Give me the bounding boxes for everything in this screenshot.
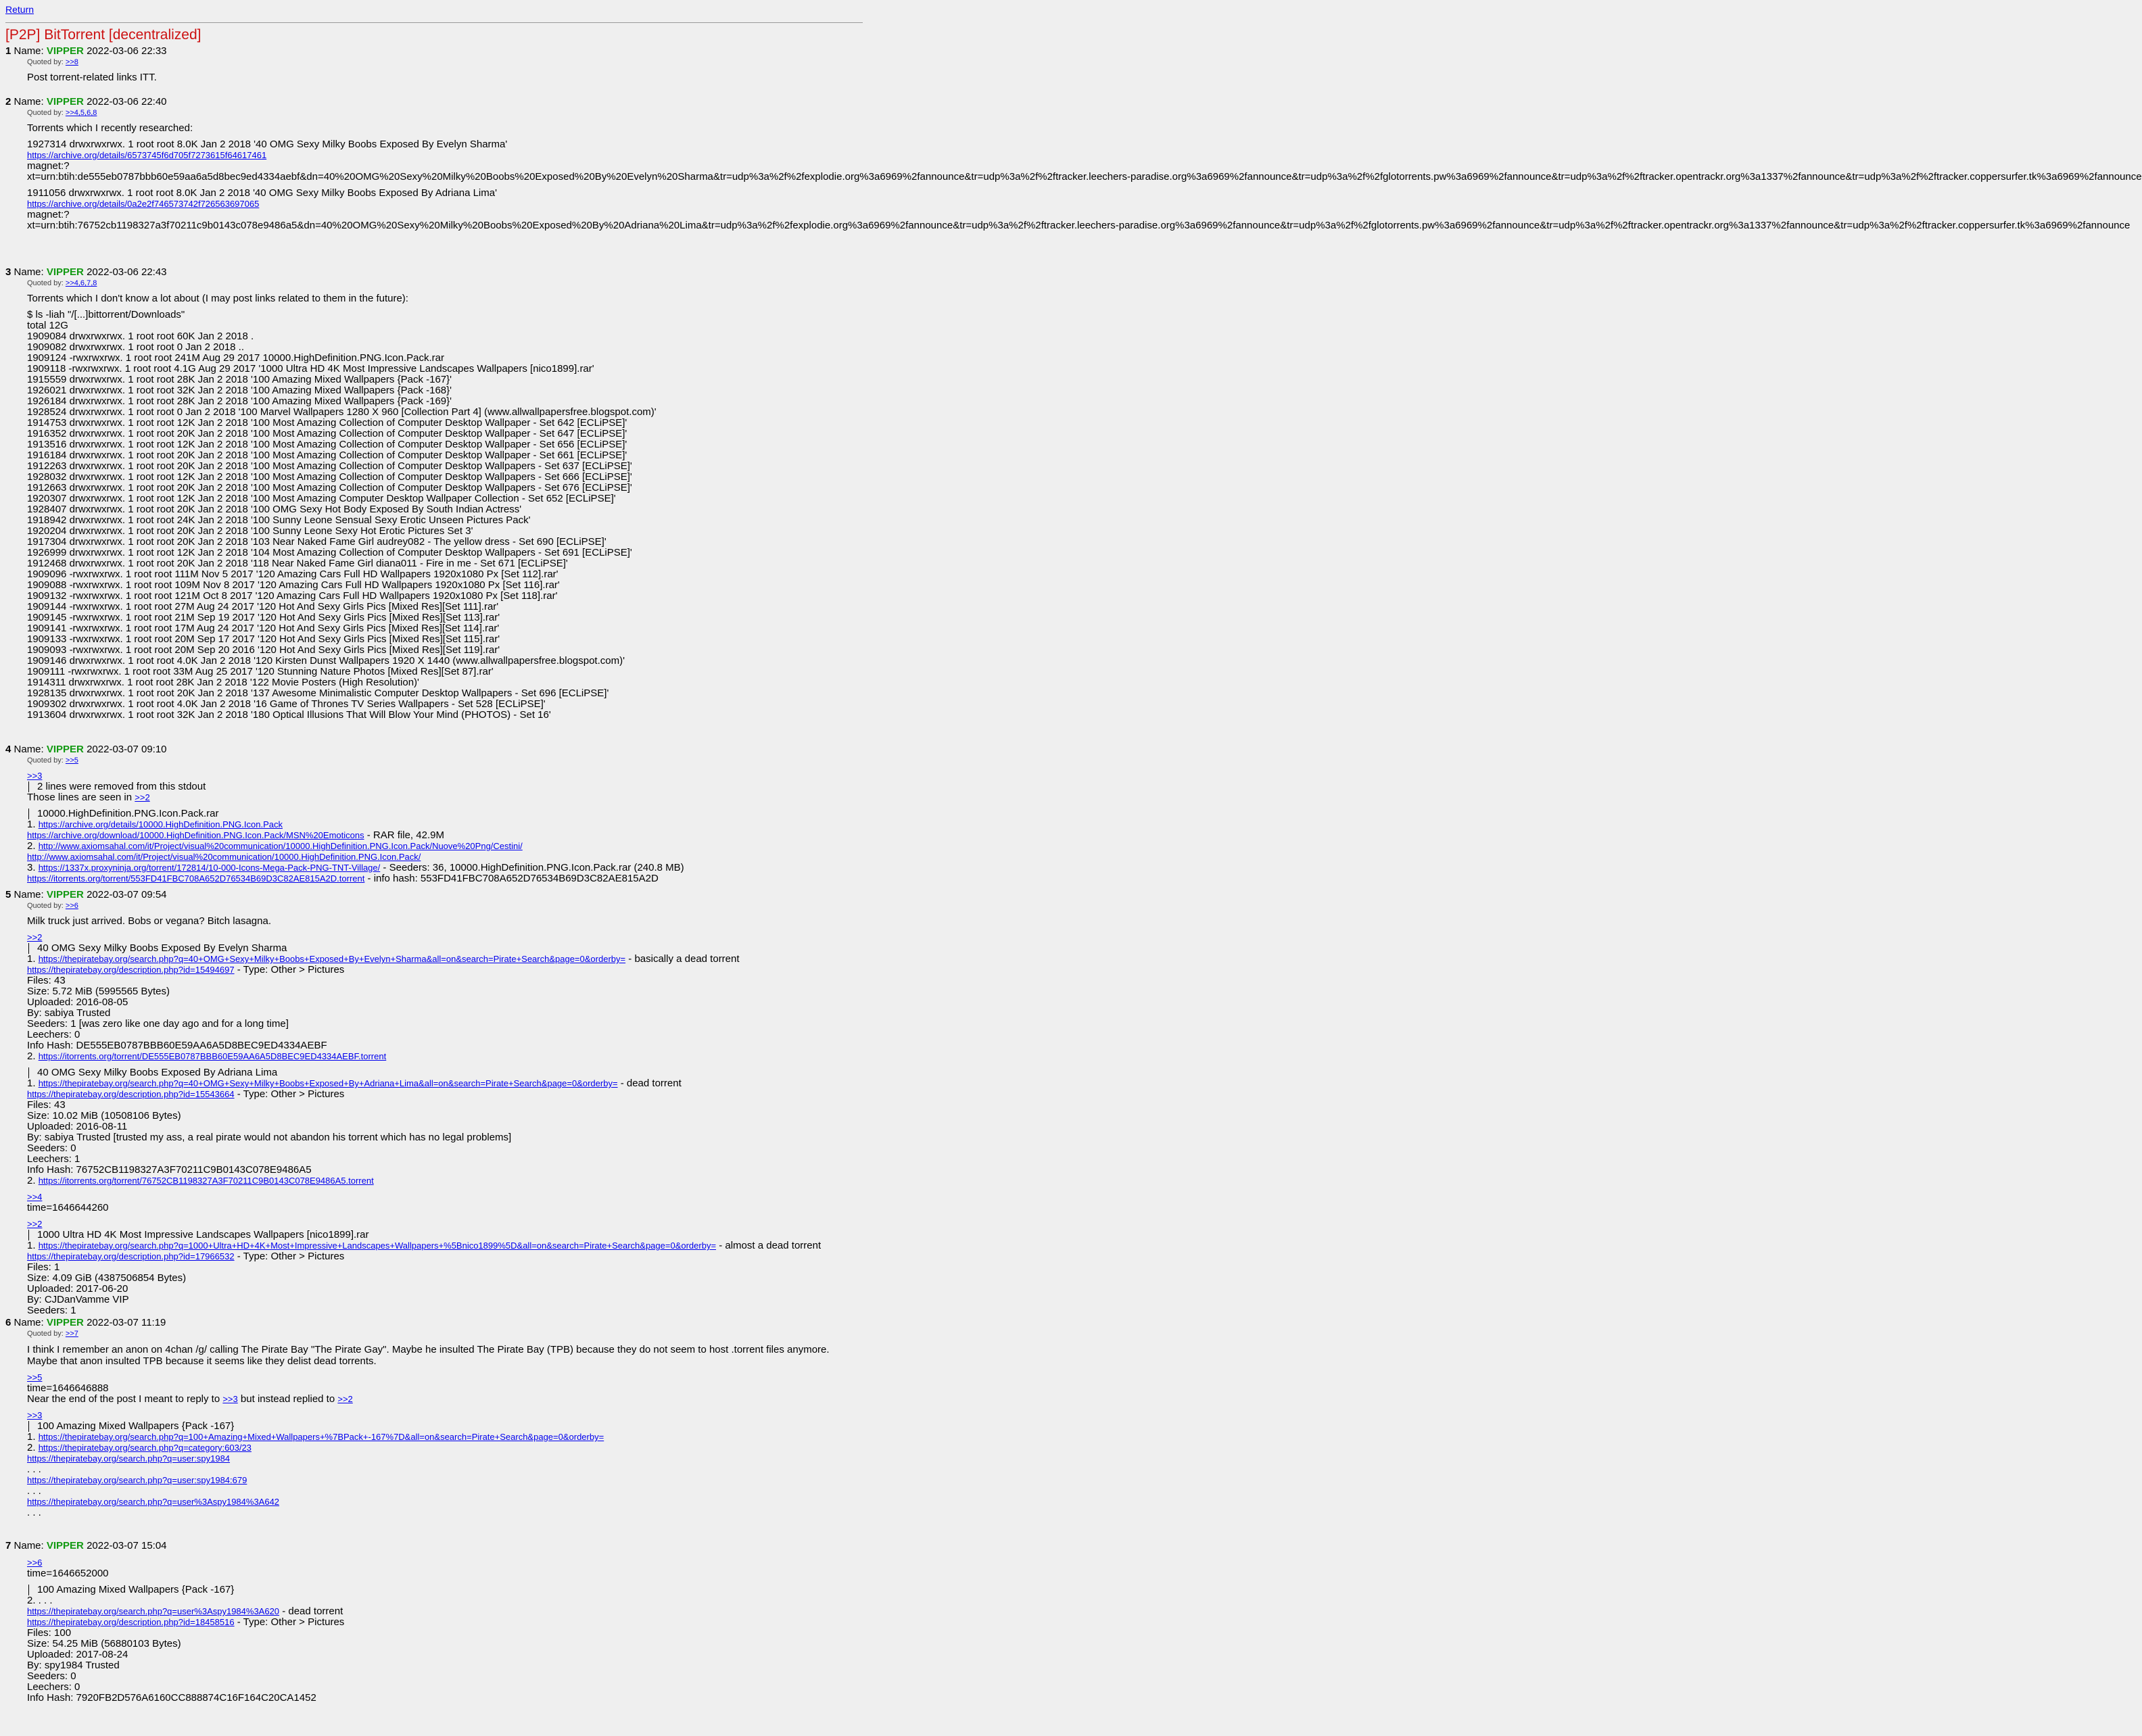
post-number: 1 xyxy=(5,45,11,57)
quoted-by-label: Quoted by: xyxy=(27,58,64,66)
archive-link[interactable]: https://archive.org/details/0a2e2f746573742f726563697065 xyxy=(27,199,260,209)
reply-link[interactable]: >>3 xyxy=(222,1394,238,1404)
description-link[interactable]: https://thepiratebay.org/description.php?id=18458516 xyxy=(27,1617,235,1627)
quoted-by-label: Quoted by: xyxy=(27,756,64,765)
user-link[interactable]: https://thepiratebay.org/search.php?q=user%3Aspy1984%3A642 xyxy=(27,1497,280,1507)
item-title: 10000.HighDefinition.PNG.Icon.Pack.rar xyxy=(28,809,863,819)
user-link[interactable]: https://thepiratebay.org/search.php?q=user:spy1984:679 xyxy=(27,1475,247,1485)
torrent-file-link[interactable]: https://itorrents.org/torrent/DE555EB0787BBB60E59AA6A5D8BEC9ED4334AEBF.torrent xyxy=(38,1051,387,1061)
poster-name: VIPPER xyxy=(46,889,84,900)
quoted-by xyxy=(27,57,863,67)
reply-link[interactable]: >>4 xyxy=(27,1192,43,1202)
post-number: 3 xyxy=(5,266,11,278)
post-number: 5 xyxy=(5,889,11,900)
post-6: 6 Name: VIPPER 2022-03-07 11:19 Quoted by: >>7 I think I remember an anon on 4chan /g/ calling The Pirate Bay "The Pirate Gay". Maybe he insulted The Pirate Bay (TPB) because they do not seem to host .torrent files anymore. Maybe that anon insulted TPB because it seems like they delist dead torrents. >>5 time=1646646888 Near the end of the post I meant to reply to >>3 but instead replied to >>2 >>3 100 Amazing Mixed Wallpapers {Pack -167} 1. https://thepiratebay.org/search.php?q=100+Amazing+Mixed+Wallpapers+%7BPack+-167%7D&all=on&search=Pirate+Search&page=0&orderby= 2. https://thepiratebay.org/search.php?q=category:603/23 https://thepiratebay.org/search.php?q=user:spy1984 . . . https://thepiratebay.org/search.php?q=user:spy1984:679 . . . https://thepiratebay.org/search.php?q=user%3Aspy1984%3A642 . . . xyxy=(5,1316,863,1539)
directory-listing: $ ls -liah "/[...]bittorrent/Downloads" total 12G 1909084 drwxrwxrwx. 1 root root 60K Jan 2 2018 . 1909082 drwxrwxrwx. 1 root root 0 Jan 2 2018 .. 1909124 -rwxrwxrwx. 1 root root 241M Aug 29 2017 10000.HighDefinition.PNG.Icon.Pack.rar 1909118 -rwxrwxrwx. 1 root root 4.1G Aug 29 2017 '1000 Ultra HD 4K Most Impressive Landscapes Wallpapers [nico1899].rar' 1915559 drwxrwxrwx. 1 root root 28K Jan 2 2018 '100 Amazing Mixed Wallpapers {Pack -167}' 1926021 drwxrwxrwx. 1 root root 32K Jan 2 2018 '100 Amazing Mixed Wallpapers {Pack -168}' 1926184 drwxrwxrwx. 1 root root 28K Jan 2 2018 '100 Amazing Mixed Wallpapers {Pack -169}' 1928524 drwxrwxrwx. 1 root root 0 Jan 2 2018 '100 Marvel Wallpapers 1280 X 960 [Collection Part 4] (www.allwallpapersfree.blogspot.com)' 1914753 drwxrwxrwx. 1 root root 12K Jan 2 2018 '100 Most Amazing Collection of Computer Desktop Wallpaper - Set 642 [ECLiPSE]' 1916352 drwxrwxrwx. 1 root root 20K Jan 2 2018 '100 Most Amazing Collection of Computer Desktop Wallpaper - Set 647 [ECLiPSE]' 1913516 drwxrwxrwx. 1 root root 12K Jan 2 2018 '100 Most Amazing Collection of Computer Desktop Wallpaper - Set 656 [ECLiPSE]' 1916184 drwxrwxrwx. 1 root root 20K Jan 2 2018 '100 Most Amazing Collection of Computer Desktop Wallpaper - Set 661 [ECLiPSE]' 1912263 drwxrwxrwx. 1 root root 20K Jan 2 2018 '100 Most Amazing Collection of Computer Desktop Wallpapers - Set 637 [ECLiPSE]' 1928032 drwxrwxrwx. 1 root root 12K Jan 2 2018 '100 Most Amazing Collection of Computer Desktop Wallpapers - Set 666 [ECLiPSE]' 1912663 drwxrwxrwx. 1 root root 20K Jan 2 2018 '100 Most Amazing Collection of Computer Desktop Wallpapers - Set 676 [ECLiPSE]' 1920307 drwxrwxrwx. 1 root root 12K Jan 2 2018 '100 Most Amazing Computer Desktop Wallpaper Collection - Set 652 [ECLiPSE]' 1928407 drwxrwxrwx. 1 root root 20K Jan 2 2018 '100 OMG Sexy Hot Body Exposed By South Indian Actress' 1918942 drwxrwxrwx. 1 root root 24K Jan 2 2018 '100 Sunny Leone Sensual Sexy Erotic Unseen Pictures Pack' 1920204 drwxrwxrwx. 1 root root 20K Jan 2 2018 '100 Sunny Leone Sexy Hot Erotic Pictures Set 3' 1917304 drwxrwxrwx. 1 root root 20K Jan 2 2018 '103 Near Naked Fame Girl audrey082 - The yellow dress - Set 690 [ECLiPSE]' 1926999 drwxrwxrwx. 1 root root 12K Jan 2 2018 '104 Most Amazing Collection of Computer Desktop Wallpapers - Set 691 [ECLiPSE]' 1912468 drwxrwxrwx. 1 root root 20K Jan 2 2018 '118 Near Naked Fame Girl diana011 - Fire in me - Set 671 [ECLiPSE]' 1909096 -rwxrwxrwx. 1 root root 111M Nov 5 2017 '120 Amazing Cars Full HD Wallpapers 1920x1080 Px [Set 112].rar' 1909088 -rwxrwxrwx. 1 root root 109M Nov 8 2017 '120 Amazing Cars Full HD Wallpapers 1920x1080 Px [Set 116].rar' 1909132 -rwxrwxrwx. 1 root root 121M Oct 8 2017 '120 Amazing Cars Full HD Wallpapers 1920x1080 Px [Set 118].rar' 1909144 -rwxrwxrwx. 1 root root 27M Aug 24 2017 '120 Hot And Sexy Girls Pics [Mixed Res][Set 111].rar' 1909145 -rwxrwxrwx. 1 root root 21M Sep 19 2017 '120 Hot And Sexy Girls Pics [Mixed Res][Set 113].rar' 1909141 -rwxrwxrwx. 1 root root 17M Aug 24 2017 '120 Hot And Sexy Girls Pics [Mixed Res][Set 114].rar' 1909133 -rwxrwxrwx. 1 root root 20M Sep 17 2017 '120 Hot And Sexy Girls Pics [Mixed Res][Set 115].rar' 1909093 -rwxrwxrwx. 1 root root 20M Sep 20 2016 '120 Hot And Sexy Girls Pics [Mixed Res][Set 119].rar' 1909146 drwxrwxrwx. 1 root root 4.0K Jan 2 2018 '120 Kirsten Dunst Wallpapers 1920 X 1440 (www.allwallpapersfree.blogspot.com)' 1909111 -rwxrwxrwx. 1 root root 33M Aug 25 2017 '120 Stunning Nature Photos [Mixed Res][Set 87].rar' 1914311 drwxrwxrwx. 1 root root 28K Jan 2 2018 '122 Movie Posters (High Resolution)' 1928135 drwxrwxrwx. 1 root root 20K Jan 2 2018 '137 Awesome Minimalistic Computer Desktop Wallpapers - Set 696 [ECLiPSE]' 1909302 drwxrwxrwx. 1 root root 4.0K Jan 2 2018 '16 Game of Thrones TV Series Wallpapers - Set 528 [ECLiPSE]' 1913604 drwxrwxrwx. 1 root root 32K Jan 2 2018 '180 Optical Illusions That Will Blow Your Mind (PHOTOS) - Set 16' xyxy=(27,309,657,721)
post-date: 2022-03-06 22:33 xyxy=(87,45,167,57)
ellipsis: . . . xyxy=(27,1485,41,1497)
post-date: 2022-03-07 15:04 xyxy=(87,1540,167,1551)
poster-name: VIPPER xyxy=(46,96,84,107)
post-3 xyxy=(5,266,863,743)
timestamp: time=1646652000 xyxy=(27,1568,109,1579)
post-4: 4 Name: VIPPER 2022-03-07 09:10 Quoted by: >>5 >>3 2 lines were removed from this stdout Those lines are seen in >>2 10000.HighDefinition.PNG.Icon.Pack.rar 1. https://archive.org/details/10000.HighDefinition.PNG.Icon.Pack https://archive.org/download/10000.HighDefinition.PNG.Icon.Pack/MSN%20Emoticons - RAR file, 42.9M 2. http://www.axiomsahal.com/it/Project/visual%20communication/10000.HighDefinition.PNG.Icon.Pack/Nuove%20Png/Cestini/ http://www.axiomsahal.com/it/Project/visual%20communication/10000.HighDefinition.PNG.Icon.Pack/ 3. https://1337x.proxyninja.org/torrent/172814/10-000-Icons-Mega-Pack-PNG-TNT-Village/ - Seeders: 36, 10000.HighDefinition.PNG.Icon.Pack.rar (240.8 MB) https://itorrents.org/torrent/553FD41FBC708A652D76534B69D3C82AE815A2D.torrent - info hash: 553FD41FBC708A652D76534B69D3C82AE815A2D xyxy=(5,743,863,888)
torrent-details: Files: 1 Size: 4.09 GiB (4387506854 Bytes) Uploaded: 2017-06-20 By: CJDanVamme VIP Seeders: 1 xyxy=(27,1261,187,1316)
torrent-link[interactable]: https://1337x.proxyninja.org/torrent/172814/10-000-Icons-Mega-Pack-PNG-TNT-Village/ xyxy=(38,863,381,873)
quoted-by xyxy=(27,108,863,118)
quoted-by-label: Quoted by: xyxy=(27,109,64,117)
name-label: Name: xyxy=(14,1540,44,1551)
quoted-by-link[interactable]: >>7 xyxy=(65,1330,78,1338)
reply-link[interactable]: >>2 xyxy=(135,792,150,802)
search-link[interactable]: https://thepiratebay.org/search.php?q=40+OMG+Sexy+Milky+Boobs+Exposed+By+Adriana+Lima&all=on&search=Pirate+Search&page=0&orderby= xyxy=(38,1078,618,1088)
post-number: 2 xyxy=(5,96,11,107)
post-number: 6 xyxy=(5,1317,11,1328)
quote-note: 2 lines were removed from this stdout xyxy=(28,781,863,792)
ellipsis: . . . xyxy=(27,1507,41,1518)
poster-name: VIPPER xyxy=(46,1540,84,1551)
post-header xyxy=(5,743,863,756)
post-date: 2022-03-06 22:40 xyxy=(87,96,167,107)
name-label: Name: xyxy=(14,1317,44,1328)
post-date: 2022-03-06 22:43 xyxy=(87,266,167,278)
quote-note: Those lines are seen in >>2 xyxy=(27,792,150,803)
list-marker: 2. . . . xyxy=(27,1595,53,1606)
post-header xyxy=(5,888,863,901)
torrent-details: Files: 43 Size: 5.72 MiB (5995565 Bytes) Uploaded: 2016-08-05 By: sabiya Trusted Seeders: 1 [was zero like one day ago and for a long time] Leechers: 0 Info Hash: DE555EB0787BBB60E59AA6A5D8BEC9ED4334AEBF xyxy=(27,975,327,1051)
item-title: 100 Amazing Mixed Wallpapers {Pack -167} xyxy=(28,1421,863,1432)
magnet-link[interactable]: magnet:? xt=urn:btih:de555eb0787bbb60e59aa6a5d8bec9ed4334aebf&dn=40%20OMG%20Sexy%20Milky%20Boobs%20Exposed%20By%20Evelyn%20Sharma&tr=udp%3a%2f%2fexplodie.org%3a6969%2fannounce&tr=udp%3a%2f%2ftracker.leechers-paradise.org%3a6969%2fannounce&tr=udp%3a%2f%2fglotorrents.pw%3a6969%2fannounce&tr=udp%3a%2f%2ftracker.opentrackr.org%3a1337%2fannounce&tr=udp%3a%2f%2ftracker.coppersurfer.tk%3a6969%2fannounce xyxy=(27,160,2142,183)
post-number: 4 xyxy=(5,744,11,755)
post-number: 7 xyxy=(5,1540,11,1551)
quoted-by xyxy=(27,901,863,911)
post-7: 7 Name: VIPPER 2022-03-07 15:04 >>6 time=1646652000 100 Amazing Mixed Wallpapers {Pack -167} 2. . . . https://thepiratebay.org/search.php?q=user%3Aspy1984%3A620 - dead torrent https://thepiratebay.org/description.php?id=18458516 - Type: Other > Pictures Files: 100 Size: 54.25 MiB (56880103 Bytes) Uploaded: 2017-08-24 By: spy1984 Trusted Seeders: 0 Leechers: 0 Info Hash: 7920FB2D576A6160CC888874C16F164C20CA1452 xyxy=(5,1539,863,1727)
poster-name: VIPPER xyxy=(46,744,84,755)
post-5: 5 Name: VIPPER 2022-03-07 09:54 Quoted by: >>6 Milk truck just arrived. Bobs or vegana? Bitch lasagna. >>2 40 OMG Sexy Milky Boobs Exposed By Evelyn Sharma 1. https://thepiratebay.org/search.php?q=40+OMG+Sexy+Milky+Boobs+Exposed+By+Evelyn+Sharma&all=on&search=Pirate+Search&page=0&orderby= - basically a dead torrent https://thepiratebay.org/description.php?id=15494697 - Type: Other > Pictures Files: 43 Size: 5.72 MiB (5995565 Bytes) Uploaded: 2016-08-05 By: sabiya Trusted Seeders: 1 [was zero like one day ago and for a long time] Leechers: 0 Info Hash: DE555EB0787BBB60E59AA6A5D8BEC9ED4334AEBF 2. https://itorrents.org/torrent/DE555EB0787BBB60E59AA6A5D8BEC9ED4334AEBF.torrent 40 OMG Sexy Milky Boobs Exposed By Adriana Lima 1. https://thepiratebay.org/search.php?q=40+OMG+Sexy+Milky+Boobs+Exposed+By+Adriana+Lima&all=on&search=Pirate+Search&page=0&orderby= - dead torrent https://thepiratebay.org/description.php?id=15543664 - Type: Other > Pictures Files: 43 Size: 10.02 MiB (10508106 Bytes) Uploaded: 2016-08-11 By: sabiya Trusted [trusted my ass, a real pirate would not abandon his torrent which has no legal problems] Seeders: 0 Leechers: 1 Info Hash: 76752CB1198327A3F70211C9B0143C078E9486A5 2. https://itorrents.org/torrent/76752CB1198327A3F70211C9B0143C078E9486A5.torrent >>4 time=1646644260 >>2 1000 Ultra HD 4K Most Impressive Landscapes Wallpapers [nico1899].rar 1. https://thepiratebay.org/search.php?q=1000+Ultra+HD+4K+Most+Impressive+Landscapes+Wallpapers+%5Bnico1899%5D&all=on&search=Pirate+Search&page=0&orderby= - almost a dead torrent https://thepiratebay.org/description.php?id=17966532 - Type: Other > Pictures Files: 1 Size: 4.09 GiB (4387506854 Bytes) Uploaded: 2017-06-20 By: CJDanVamme VIP Seeders: 1 xyxy=(5,888,863,1316)
quoted-by-link[interactable]: >>4,5,6,8 xyxy=(65,109,97,117)
quoted-by-label: Quoted by: xyxy=(27,1330,64,1338)
post-1 xyxy=(5,45,863,95)
post-header xyxy=(5,45,863,57)
archive-link[interactable]: https://archive.org/download/10000.HighDefinition.PNG.Icon.Pack/MSN%20Emoticons xyxy=(27,830,364,840)
reply-link[interactable]: >>2 xyxy=(337,1394,353,1404)
axiomsahal-link[interactable]: http://www.axiomsahal.com/it/Project/visual%20communication/10000.HighDefinition.PNG.Icon.Pack/Nuove%20Png/Cestini/ xyxy=(38,841,523,851)
quoted-by xyxy=(27,279,863,288)
quoted-by-link[interactable]: >>6 xyxy=(65,902,78,910)
poster-name: VIPPER xyxy=(46,266,84,278)
archive-link[interactable]: https://archive.org/details/6573745f6d705f7273615f64617461 xyxy=(27,150,267,160)
name-label: Name: xyxy=(14,266,44,278)
post-date: 2022-03-07 09:54 xyxy=(87,889,167,900)
user-link[interactable]: https://thepiratebay.org/search.php?q=user:spy1984 xyxy=(27,1453,231,1464)
archive-link[interactable]: https://archive.org/details/10000.HighDefinition.PNG.Icon.Pack xyxy=(38,819,283,829)
torrent-details: Files: 100 Size: 54.25 MiB (56880103 Bytes) Uploaded: 2017-08-24 By: spy1984 Trusted Seeders: 0 Leechers: 0 Info Hash: 7920FB2D576A6160CC888874C16F164C20CA1452 xyxy=(27,1627,316,1704)
poster-name: VIPPER xyxy=(46,1317,84,1328)
post-date: 2022-03-07 09:10 xyxy=(87,744,167,755)
reply-link[interactable]: >>6 xyxy=(27,1558,43,1568)
poster-name: VIPPER xyxy=(46,45,84,57)
search-link[interactable]: https://thepiratebay.org/search.php?q=1000+Ultra+HD+4K+Most+Impressive+Landscapes+Wallpapers+%5Bnico1899%5D&all=on&search=Pirate+Search&page=0&orderby= xyxy=(38,1240,717,1251)
reply-link[interactable]: >>5 xyxy=(27,1372,43,1382)
user-link[interactable]: https://thepiratebay.org/search.php?q=user%3Aspy1984%3A620 xyxy=(27,1606,280,1616)
post-header xyxy=(5,95,863,108)
post-text: I think I remember an anon on 4chan /g/ calling The Pirate Bay "The Pirate Gay". Maybe he insulted The Pirate Bay (TPB) because they do not seem to host .torrent files anymore. Maybe that anon insulted TPB because it seems like they delist dead torrents. xyxy=(27,1344,832,1367)
listing-line: 1927314 drwxrwxrwx. 1 root root 8.0K Jan 2 2018 '40 OMG Sexy Milky Boobs Exposed By Evelyn Sharma' xyxy=(27,139,508,150)
magnet-link[interactable]: magnet:? xt=urn:btih:76752cb1198327a3f70211c9b0143c078e9486a5&dn=40%20OMG%20Sexy%20Milky%20Boobs%20Exposed%20By%20Adriana%20Lima&tr=udp%3a%2f%2fexplodie.org%3a6969%2fannounce&tr=udp%3a%2f%2ftracker.leechers-paradise.org%3a6969%2fannounce&tr=udp%3a%2f%2fglotorrents.pw%3a6969%2fannounce&tr=udp%3a%2f%2ftracker.opentrackr.org%3a1337%2fannounce&tr=udp%3a%2f%2ftracker.coppersurfer.tk%3a6969%2fannounce xyxy=(27,209,2131,231)
quoted-by-link[interactable]: >>4,6,7,8 xyxy=(65,279,97,287)
axiomsahal-link[interactable]: http://www.axiomsahal.com/it/Project/visual%20communication/10000.HighDefinition.PNG.Icon.Pack/ xyxy=(27,852,421,862)
thread-title: [P2P] BitTorrent [decentralized] xyxy=(5,27,201,43)
name-label: Name: xyxy=(14,744,44,755)
torrent-details: Files: 43 Size: 10.02 MiB (10508106 Bytes) Uploaded: 2016-08-11 By: sabiya Trusted [trusted my ass, a real pirate would not abandon his torrent which has no legal problems] Seeders: 0 Leechers: 1 Info Hash: 76752CB1198327A3F70211C9B0143C078E9486A5 xyxy=(27,1099,512,1176)
name-label: Name: xyxy=(14,889,44,900)
quoted-by-link[interactable]: >>5 xyxy=(65,756,78,765)
quoted-by xyxy=(27,756,863,765)
divider xyxy=(5,22,863,23)
torrent-file-link[interactable]: https://itorrents.org/torrent/76752CB1198327A3F70211C9B0143C078E9486A5.torrent xyxy=(38,1176,374,1186)
quoted-by-label: Quoted by: xyxy=(27,902,64,910)
torrent-file-link[interactable]: https://itorrents.org/torrent/553FD41FBC708A652D76534B69D3C82AE815A2D.torrent xyxy=(27,873,365,884)
description-link[interactable]: https://thepiratebay.org/description.php?id=17966532 xyxy=(27,1251,235,1261)
reply-link[interactable]: >>2 xyxy=(27,1219,43,1229)
post-text: Post torrent-related links ITT. xyxy=(27,72,157,83)
item-title: 100 Amazing Mixed Wallpapers {Pack -167} xyxy=(28,1585,863,1595)
search-link[interactable]: https://thepiratebay.org/search.php?q=40+OMG+Sexy+Milky+Boobs+Exposed+By+Evelyn+Sharma&all=on&search=Pirate+Search&page=0&orderby= xyxy=(38,954,626,964)
post-text: Torrents which I recently researched: xyxy=(27,122,193,134)
quoted-by-link[interactable]: >>8 xyxy=(65,58,78,66)
timestamp: time=1646644260 xyxy=(27,1202,109,1213)
thread xyxy=(0,45,2142,1727)
search-link[interactable]: https://thepiratebay.org/search.php?q=100+Amazing+Mixed+Wallpapers+%7BPack+-167%7D&all=on&search=Pirate+Search&page=0&orderby= xyxy=(38,1432,604,1442)
return-link[interactable]: Return xyxy=(5,4,34,15)
post-text: Torrents which I don't know a lot about (I may post links related to them in the future): xyxy=(27,293,408,304)
category-link[interactable]: https://thepiratebay.org/search.php?q=category:603/23 xyxy=(38,1443,252,1453)
post-text: Near the end of the post I meant to reply to >>3 but instead replied to >>2 xyxy=(27,1393,353,1405)
ellipsis: . . . xyxy=(27,1464,41,1475)
timestamp: time=1646646888 xyxy=(27,1382,109,1394)
post-text: Milk truck just arrived. Bobs or vegana? Bitch lasagna. xyxy=(27,915,272,927)
post-header xyxy=(5,1539,863,1552)
quoted-by xyxy=(27,1329,863,1339)
post-date: 2022-03-07 11:19 xyxy=(87,1317,166,1328)
item-title: 40 OMG Sexy Milky Boobs Exposed By Adriana Lima xyxy=(28,1067,863,1078)
quoted-by-label: Quoted by: xyxy=(27,279,64,287)
post-header xyxy=(5,266,863,279)
description-link[interactable]: https://thepiratebay.org/description.php?id=15494697 xyxy=(27,965,235,975)
listing-line: 1911056 drwxrwxrwx. 1 root root 8.0K Jan 2 2018 '40 OMG Sexy Milky Boobs Exposed By Adriana Lima' xyxy=(27,187,497,199)
post-2 xyxy=(5,95,2142,266)
post-header xyxy=(5,1316,863,1329)
item-title: 1000 Ultra HD 4K Most Impressive Landscapes Wallpapers [nico1899].rar xyxy=(28,1230,863,1240)
item-title: 40 OMG Sexy Milky Boobs Exposed By Evelyn Sharma xyxy=(28,943,863,954)
reply-link[interactable]: >>3 xyxy=(27,771,43,781)
reply-link[interactable]: >>3 xyxy=(27,1410,43,1420)
reply-link[interactable]: >>2 xyxy=(27,932,43,942)
description-link[interactable]: https://thepiratebay.org/description.php?id=15543664 xyxy=(27,1089,235,1099)
name-label: Name: xyxy=(14,45,44,57)
name-label: Name: xyxy=(14,96,44,107)
